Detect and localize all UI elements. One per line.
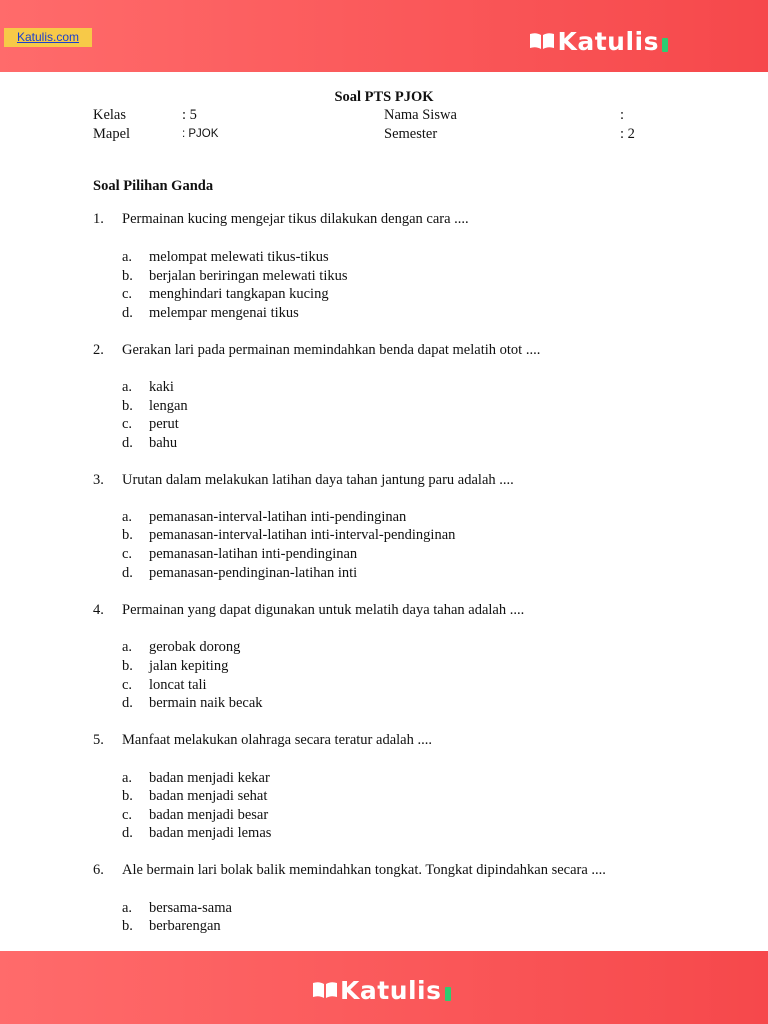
option-text: bermain naik becak xyxy=(149,695,263,711)
option-letter: d. xyxy=(122,435,133,451)
footer-brand-logo xyxy=(312,974,451,1006)
option-text: pemanasan-latihan inti-pendinginan xyxy=(149,546,358,562)
option-letter: a. xyxy=(122,639,133,655)
logo-mark xyxy=(662,38,668,52)
option-text: pemanasan-interval-latihan inti-interval-pendinginan xyxy=(149,527,456,543)
option-letter: b. xyxy=(122,527,133,543)
header-banner xyxy=(0,0,768,72)
option-letter: b. xyxy=(122,268,133,284)
option-letter: a. xyxy=(122,509,133,525)
option-letter: c. xyxy=(122,807,133,823)
option-letter: b. xyxy=(122,658,133,674)
option-letter: d. xyxy=(122,565,133,581)
nama-siswa-value: : xyxy=(620,107,625,123)
brand-logo xyxy=(529,25,668,57)
kelas-value: : 5 xyxy=(182,107,197,123)
doc-title: Soal PTS PJOK xyxy=(334,89,434,105)
question-number: 2. xyxy=(93,342,104,358)
question-text: Permainan kucing mengejar tikus dilakukan dengan cara .... xyxy=(122,211,469,227)
option-letter: b. xyxy=(122,398,133,414)
option-text: pemanasan-interval-latihan inti-pendinginan xyxy=(149,509,407,525)
semester-value: : 2 xyxy=(620,126,635,142)
option-text: badan menjadi besar xyxy=(149,807,269,823)
option-text: menghindari tangkapan kucing xyxy=(149,286,329,302)
option-letter: d. xyxy=(122,305,133,321)
logo-text: Katulis xyxy=(557,26,659,56)
mapel-value: : PJOK xyxy=(182,128,219,140)
question-number: 1. xyxy=(93,211,104,227)
logo-mark xyxy=(445,987,451,1001)
option-text: berbarengan xyxy=(149,918,221,934)
mapel-label: Mapel xyxy=(93,126,131,142)
option-text: melompat melewati tikus-tikus xyxy=(149,249,329,265)
option-letter: a. xyxy=(122,900,133,916)
option-letter: b. xyxy=(122,788,133,804)
option-text: gerobak dorong xyxy=(149,639,241,655)
question-number: 6. xyxy=(93,862,104,878)
option-letter: d. xyxy=(122,695,133,711)
option-text: bersama-sama xyxy=(149,900,232,916)
option-text: melempar mengenai tikus xyxy=(149,305,299,321)
question-text: Manfaat melakukan olahraga secara teratur adalah .... xyxy=(122,732,432,748)
option-text: jalan kepiting xyxy=(149,658,229,674)
option-text: lengan xyxy=(149,398,188,414)
option-text: perut xyxy=(149,416,179,432)
option-text: pemanasan-pendinginan-latihan inti xyxy=(149,565,358,581)
option-letter: a. xyxy=(122,379,133,395)
site-link[interactable]: Katulis.com xyxy=(4,28,92,47)
semester-label: Semester xyxy=(384,126,438,142)
question-text: Urutan dalam melakukan latihan daya tahan jantung paru adalah .... xyxy=(122,472,514,488)
option-letter: c. xyxy=(122,546,133,562)
option-letter: a. xyxy=(122,249,133,265)
option-letter: c. xyxy=(122,416,133,432)
question-text: Permainan yang dapat digunakan untuk melatih daya tahan adalah .... xyxy=(122,602,525,618)
open-book-icon xyxy=(312,980,338,1000)
option-text: kaki xyxy=(149,379,174,395)
option-letter: c. xyxy=(122,677,133,693)
option-letter: b. xyxy=(122,918,133,934)
option-text: bahu xyxy=(149,435,178,451)
option-letter: c. xyxy=(122,286,133,302)
question-text: Ale bermain lari bolak balik memindahkan tongkat. Tongkat dipindahkan secara .... xyxy=(122,862,606,878)
logo-text: Katulis xyxy=(340,975,442,1005)
question-number: 3. xyxy=(93,472,104,488)
kelas-label: Kelas xyxy=(93,107,127,123)
question-number: 4. xyxy=(93,602,104,618)
option-letter: a. xyxy=(122,770,133,786)
question-text: Gerakan lari pada permainan memindahkan benda dapat melatih otot .... xyxy=(122,342,541,358)
nama-siswa-label: Nama Siswa xyxy=(384,107,457,123)
question-number: 5. xyxy=(93,732,104,748)
option-text: badan menjadi sehat xyxy=(149,788,268,804)
option-letter: d. xyxy=(122,825,133,841)
option-text: badan menjadi kekar xyxy=(149,770,270,786)
open-book-icon xyxy=(529,31,555,51)
option-text: loncat tali xyxy=(149,677,207,693)
section-title: Soal Pilihan Ganda xyxy=(93,178,214,194)
option-text: berjalan beriringan melewati tikus xyxy=(149,268,348,284)
option-text: badan menjadi lemas xyxy=(149,825,272,841)
